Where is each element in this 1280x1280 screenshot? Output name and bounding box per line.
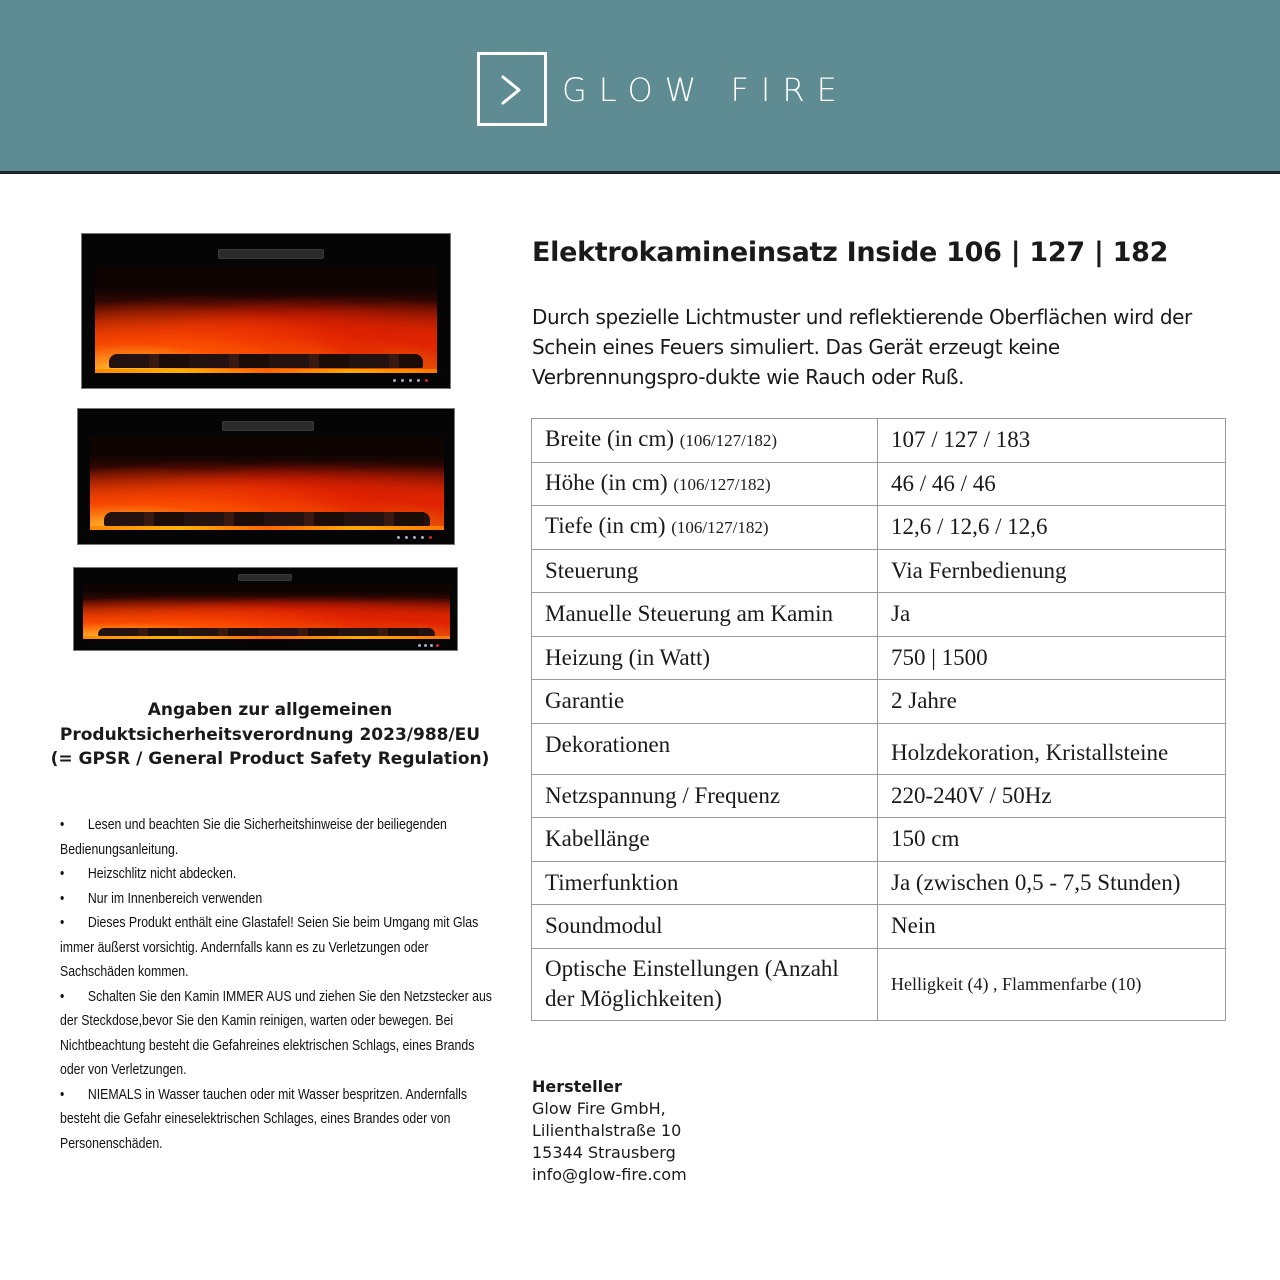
safety-note: • NIEMALS in Wasser tauchen oder mit Wasser bespritzen. Andernfalls besteht die Gefahr eineselektrischen Schlages, eines Brandes oder von Personenschäden. <box>60 1083 500 1157</box>
table-row <box>532 723 1226 774</box>
logo-mark <box>477 52 547 126</box>
spec-value: 750 | 1500 <box>878 636 1226 680</box>
spec-value: Holzdekoration, Kristallsteine <box>878 723 1226 774</box>
table-row <box>532 462 1226 506</box>
table-row <box>532 419 1226 463</box>
table-row <box>532 593 1226 637</box>
bullet-icon: • <box>60 1085 65 1103</box>
spec-value: 107 / 127 / 183 <box>878 419 1226 463</box>
spec-value: Via Fernbedienung <box>878 549 1226 593</box>
table-row <box>532 905 1226 949</box>
table-row <box>532 861 1226 905</box>
spec-table <box>531 418 1226 1021</box>
table-row <box>532 506 1226 550</box>
spec-label: Garantie <box>532 680 878 724</box>
safety-note: • Heizschlitz nicht abdecken. <box>60 862 500 887</box>
safety-note: • Schalten Sie den Kamin IMMER AUS und ziehen Sie den Netzstecker aus der Steckdose,bevor Sie den Kamin reinigen, warten oder bewegen. Bei Nichtbeachtung besteht die Gefahreines elektrischen Schlags, eines Brands oder von Verletzungen. <box>60 985 500 1083</box>
spec-label: Kabellänge <box>532 818 878 862</box>
spec-label: Soundmodul <box>532 905 878 949</box>
spec-value: Nein <box>878 905 1226 949</box>
spec-label: Steuerung <box>532 549 878 593</box>
gpsr-heading <box>40 698 500 772</box>
spec-label: Höhe (in cm) (106/127/182) <box>532 462 878 506</box>
spec-label: Heizung (in Watt) <box>532 636 878 680</box>
spec-label: Optische Einstellungen (Anzahl der Möglichkeiten) <box>532 948 878 1020</box>
table-row <box>532 818 1226 862</box>
table-row <box>532 948 1226 1020</box>
safety-note: • Nur im Innenbereich verwenden <box>60 887 500 912</box>
manufacturer-city: 15344 Strausberg <box>532 1143 676 1162</box>
spec-label: Tiefe (in cm) (106/127/182) <box>532 506 878 550</box>
manufacturer-street: Lilienthalstraße 10 <box>532 1121 682 1140</box>
product-description: Durch spezielle Lichtmuster und reflektierende Oberflächen wird der Schein eines Feuers simuliert. Das Gerät erzeugt keine Verbrennungspro-dukte wie Rauch oder Ruß. <box>532 305 1192 389</box>
brand-name: GLOW FIRE <box>562 71 849 109</box>
manufacturer-block <box>532 1076 687 1186</box>
product-title: Elektrokamineinsatz Inside 106 | 127 | 182 <box>532 237 1169 268</box>
spec-value: 46 / 46 / 46 <box>878 462 1226 506</box>
bullet-icon: • <box>60 914 65 931</box>
product-image-127 <box>77 408 455 545</box>
spec-value: 150 cm <box>878 818 1226 862</box>
bullet-icon: • <box>60 865 65 882</box>
gpsr-heading-line1: Angaben zur allgemeinen <box>147 700 393 720</box>
spec-label: Breite (in cm) (106/127/182) <box>532 419 878 463</box>
spec-value: Ja <box>878 593 1226 637</box>
header-banner <box>0 0 1280 174</box>
spec-label: Manuelle Steuerung am Kamin <box>532 593 878 637</box>
gpsr-heading-line2: Produktsicherheitsverordnung 2023/988/EU <box>59 724 481 745</box>
table-row <box>532 680 1226 724</box>
spec-label: Dekorationen <box>532 723 878 774</box>
safety-notes-list <box>60 813 492 1156</box>
gpsr-heading-line3: (= GPSR / General Product Safety Regulation) <box>50 749 490 769</box>
bullet-icon: • <box>60 816 65 833</box>
chevron-right-icon <box>500 75 522 105</box>
spec-value: Helligkeit (4) , Flammenfarbe (10) <box>878 948 1226 1020</box>
spec-label: Netzspannung / Frequenz <box>532 774 878 818</box>
table-row <box>532 549 1226 593</box>
spec-value: Ja (zwischen 0,5 - 7,5 Stunden) <box>878 861 1226 905</box>
manufacturer-company: Glow Fire GmbH, <box>532 1099 666 1118</box>
product-image-106 <box>81 233 451 389</box>
manufacturer-heading: Hersteller <box>532 1077 622 1096</box>
table-row <box>532 636 1226 680</box>
bullet-icon: • <box>60 889 65 907</box>
safety-note: • Lesen und beachten Sie die Sicherheitshinweise der beiliegenden Bedienungsanleitung. <box>60 813 500 862</box>
spec-value: 12,6 / 12,6 / 12,6 <box>878 506 1226 550</box>
manufacturer-email: info@glow-fire.com <box>532 1165 687 1184</box>
spec-value: 220-240V / 50Hz <box>878 774 1226 818</box>
bullet-icon: • <box>60 987 65 1005</box>
table-row <box>532 774 1226 818</box>
product-image-182 <box>73 567 458 651</box>
spec-label: Timerfunktion <box>532 861 878 905</box>
safety-note: • Dieses Produkt enthält eine Glastafel! Seien Sie beim Umgang mit Glas immer äußerst vorsichtig. Andernfalls kann es zu Verletzungen oder Sachschäden kommen. <box>60 911 500 985</box>
spec-value: 2 Jahre <box>878 680 1226 724</box>
